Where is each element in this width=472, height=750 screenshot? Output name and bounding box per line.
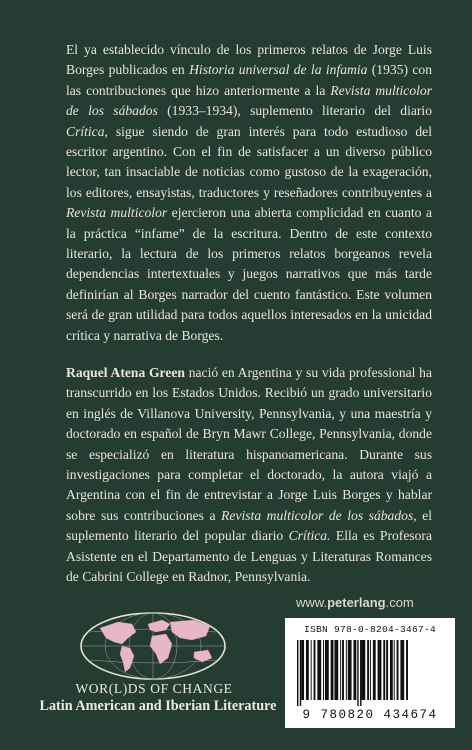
globe-map-icon	[78, 610, 228, 682]
newspaper-title: Crítica,	[66, 123, 108, 139]
author-name: Raquel Atena Green	[66, 365, 185, 380]
author-bio	[66, 363, 432, 587]
blurb-text: sigue siendo de gran interés para todo estudioso del escritor argentino. Con el fin de satisfacer a un diverso público lector, tan insaciable de noticias como gustoso de la exageración, los editores, ensayistas, traductores y reseñadores contribuyentes a	[66, 123, 432, 200]
bio-text: nació en Argentina y su vida professional ha transcurrido en los Estados Unidos. Recibió un grado universitario en inglés de Villanova University, Pennsylvania, y una maestría y doctorado en español de Bryn Mawr College, Pennsylvania, donde se especializó en literatura hispanoamericana. Durante sus investigaciones para completar el doctorado, la autora viajó a Argentina con el fin de entrevistar a Jorge Luis Borges y hablar sobre sus contribuciones a	[66, 365, 432, 523]
blurb-text: ejercieron una abierta complicidad en cuanto a la práctica “infame” de la escritura. Dentro de este contexto literario, la lectura de los primeros relatos borgeanos revela dependencias intertextuales y juegos narrativos que más tarde definirían al Borges narrador del cuento fantástico. Este volumen será de gran utilidad para todos aquellos interesados en la unicidad crítica y narrativa de Borges.	[66, 205, 432, 343]
bio-paragraph	[66, 363, 432, 587]
barcode-icon	[295, 640, 445, 706]
blurb-paragraph	[66, 40, 432, 346]
isbn-label: ISBN 978-0-8204-3467-4	[303, 624, 437, 635]
url-suffix: .com	[385, 595, 414, 610]
magazine-title: Revista multicolor de los sábados	[66, 82, 432, 119]
series-title: WOR(L)DS OF CHANGE	[75, 681, 233, 696]
bio-text: Ella es Profesora Asistente en el Departamento de Lenguas y Literaturas Romances de Cabrini College en Radnor, Pennsylvania.	[66, 528, 432, 585]
url-brand: peterlang	[327, 595, 386, 610]
blurb-text: (1933–1934), suplemento literario del diario	[157, 103, 432, 119]
bio-text: el suplemento literario del popular diario	[66, 507, 433, 544]
isbn-barcode	[285, 618, 455, 728]
publisher-url[interactable]	[296, 595, 414, 610]
book-title-historia: Historia universal de la infamia	[189, 62, 368, 78]
barcode-digits: 9 780820 434674	[302, 708, 438, 722]
series-subtitle: Latin American and Iberian Literature	[39, 698, 277, 714]
newspaper-title: Crítica.	[288, 528, 331, 544]
magazine-title: Revista multicolor de los sábados,	[221, 507, 417, 523]
back-cover-blurb	[66, 40, 432, 346]
blurb-text: El ya establecido vínculo de los primeros relatos de Jorge Luis Borges publicados en	[66, 42, 432, 78]
url-prefix: www.	[296, 595, 328, 610]
blurb-text: (1935) con las contribuciones que hizo anteriormente a la	[66, 62, 433, 98]
magazine-title-short: Revista multicolor	[66, 205, 168, 221]
